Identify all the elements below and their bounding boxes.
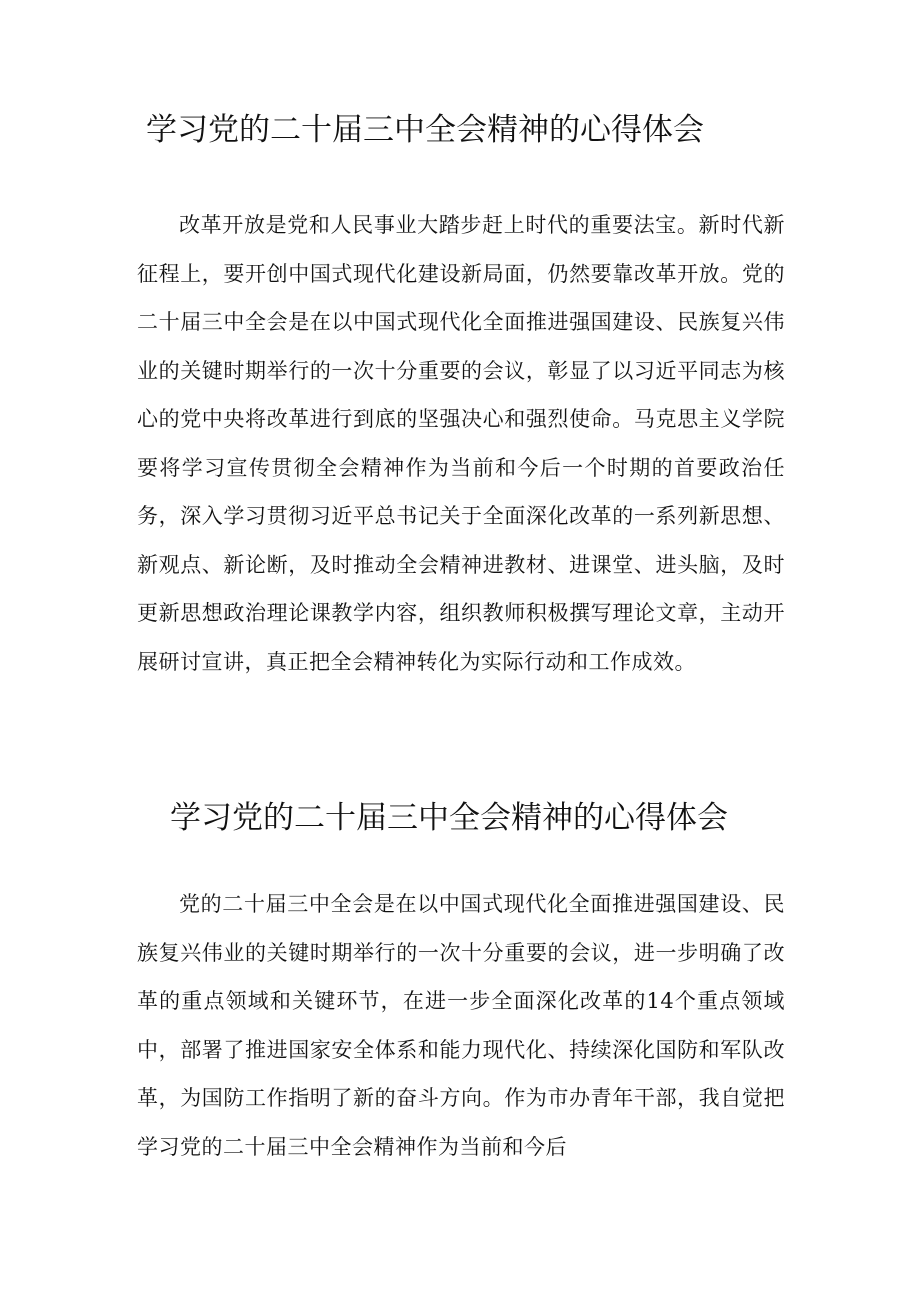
- section-1-title: 学习党的二十届三中全会精神的心得体会: [146, 112, 704, 148]
- section-2-paragraph: 党的二十届三中全会是在以中国式现代化全面推进强国建设、民族复兴伟业的关键时期举行的一次十分重要的会议，进一步明确了改革的重点领域和关键环节，在进一步全面深化改革的14个重点领域中，部署了推进国家安全体系和能力现代化、持续深化国防和军队改革，为国防工作指明了新的奋斗方向。作为市办青年干部，我自觉把学习党的二十届三中全会精神作为当前和今后: [137, 892, 785, 1159]
- section-1-paragraph: 改革开放是党和人民事业大踏步赶上时代的重要法宝。新时代新征程上，要开创中国式现代化建设新局面，仍然要靠改革开放。党的二十届三中全会是在以中国式现代化全面推进强国建设、民族复兴伟业的关键时期举行的一次十分重要的会议，彰显了以习近平同志为核心的党中央将改革进行到底的坚强决心和强烈使命。马克思主义学院要将学习宣传贯彻全会精神作为当前和今后一个时期的首要政治任务，深入学习贯彻习近平总书记关于全面深化改革的一系列新思想、新观点、新论断，及时推动全会精神进教材、进课堂、进头脑，及时更新思想政治理论课教学内容，组织教师积极撰写理论文章，主动开展研讨宣讲，真正把全会精神转化为实际行动和工作成效。: [137, 213, 785, 674]
- section-2-title: 学习党的二十届三中全会精神的心得体会: [170, 800, 728, 836]
